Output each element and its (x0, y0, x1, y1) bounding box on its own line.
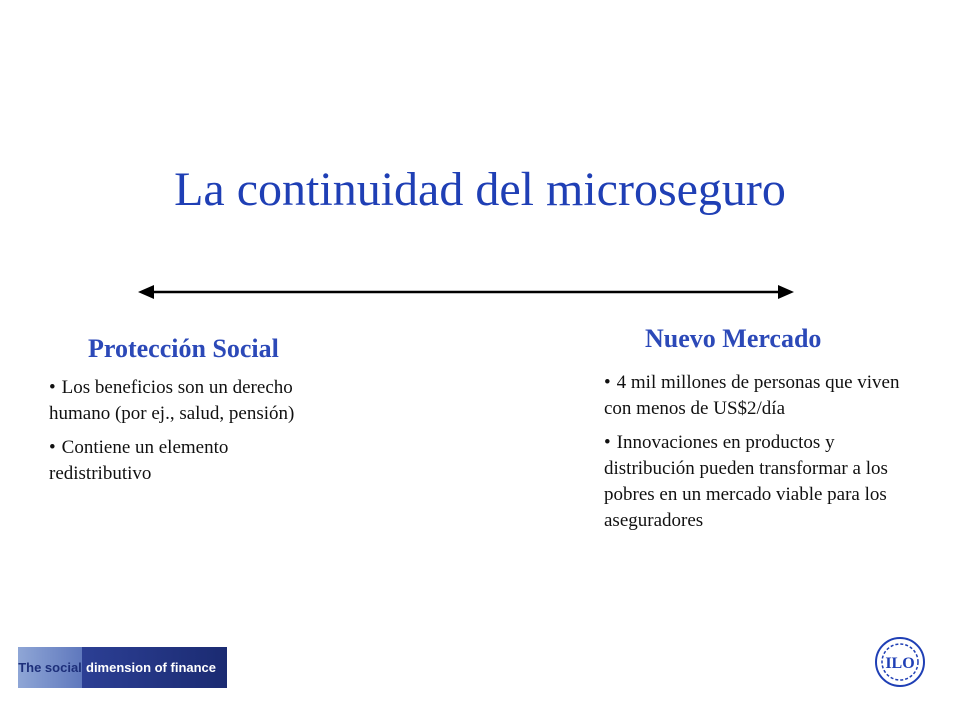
heading-proteccion-social: Protección Social (88, 334, 279, 363)
bullet-icon: • (604, 372, 611, 393)
bullet-icon: • (49, 377, 56, 398)
heading-nuevo-mercado: Nuevo Mercado (645, 324, 822, 353)
bullet-icon: • (604, 432, 611, 453)
banner-part-1: The social (18, 647, 82, 688)
social-dimension-of-finance-banner (18, 647, 227, 688)
list-item: • Innovaciones en productos y distribución pueden transformar a los pobres en un mercado viable para los aseguradores (604, 432, 888, 531)
left-bullet-list (49, 375, 329, 495)
svg-text:ILO: ILO (885, 655, 915, 672)
continuum-double-arrow (136, 280, 796, 304)
ilo-logo-icon (870, 634, 930, 690)
banner-part-2: dimension of finance (82, 647, 227, 688)
slide-title: La continuidad del microseguro (174, 163, 786, 216)
list-item: • Contiene un elemento redistributivo (49, 437, 229, 484)
right-bullet-list (604, 370, 904, 542)
list-item: • 4 mil millones de personas que viven con menos de US$2/día (604, 372, 900, 419)
list-item: • Los beneficios son un derecho humano (por ej., salud, pensión) (49, 377, 295, 424)
bullet-icon: • (49, 437, 56, 458)
